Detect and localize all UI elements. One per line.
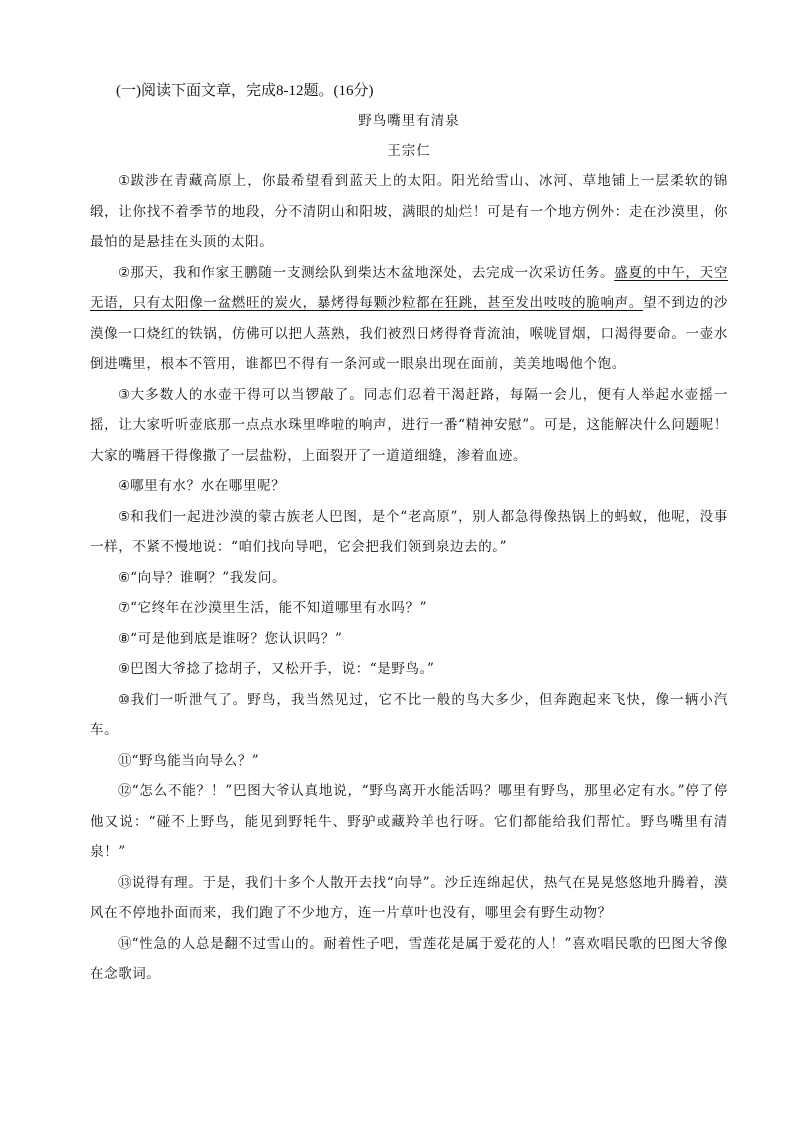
paragraph-text: “它终年在沙漠里生活，能不知道哪里有水吗？” bbox=[130, 600, 428, 616]
paragraph-number: ⑤ bbox=[118, 508, 131, 525]
section-heading: (一)阅读下面文章，完成8-12题。(16分) bbox=[116, 83, 374, 99]
article-title: 野鸟嘴里有清泉 bbox=[358, 113, 460, 129]
paragraph-9 bbox=[90, 654, 728, 685]
paragraph-2 bbox=[90, 258, 728, 380]
paragraph-text: “怎么不能？！”巴图大爷认真地说，“野鸟离开水能活吗？哪里有野鸟，那里必定有水。”停了停他又说：“碰不上野鸟，能见到野牦牛、野驴或藏羚羊也行呀。它们都能给我们帮忙。野鸟嘴里有清泉！” bbox=[90, 783, 728, 860]
paragraph-number: ① bbox=[118, 173, 131, 189]
paragraph-text: “野鸟能当向导么？” bbox=[131, 752, 260, 769]
paragraph-number: ⑦ bbox=[118, 600, 131, 616]
paragraph-number: ⑭ bbox=[118, 935, 132, 952]
paragraph-number: ⑧ bbox=[118, 630, 131, 647]
paragraph-4 bbox=[90, 471, 728, 502]
article-author: 王宗仁 bbox=[387, 143, 431, 159]
paragraph-text-continued: 望不到边的沙漠像一口烧红的铁锅，仿佛可以把人蒸熟，我们被烈日烤得脊背流油，喉咙冒烟，口渴得要命。一壶水倒进嘴里，根本不管用，谁都巴不得有一条河或一眼泉出现在面前，美美地喝他个饱。 bbox=[90, 295, 728, 372]
paragraph-text: 哪里有水？水在哪里呢？ bbox=[130, 478, 286, 494]
paragraph-text: “性急的人总是翻不过雪山的。耐着性子吧，雪莲花是属于爱花的人！”喜欢唱民歌的巴图大爷像在念歌词。 bbox=[90, 935, 729, 982]
paragraph-10 bbox=[90, 685, 728, 746]
paragraph-text: 跋涉在青藏高原上，你最希望看到蓝天上的太阳。阳光给雪山、冰河、草地铺上一层柔软的锦缎，让你找不着季节的地段，分不清阴山和阳坡，满眼的灿烂！可是有一个地方例外：走在沙漠里，你最怕的是悬挂在头顶的太阳。 bbox=[90, 173, 728, 250]
paragraph-number: ⑫ bbox=[118, 783, 132, 799]
paragraph-14 bbox=[90, 929, 728, 990]
paragraph-text: 和我们一起进沙漠的蒙古族老人巴图，是个“老高原”，别人都急得像热锅上的蚂蚁，他呢，没事一样，不紧不慢地说：“咱们找向导吧，它会把我们领到泉边去的。” bbox=[90, 508, 728, 555]
paragraph-number: ② bbox=[118, 264, 131, 281]
paragraph-number: ⑨ bbox=[118, 661, 131, 677]
paragraph-5 bbox=[90, 502, 728, 563]
paragraph-number: ⑬ bbox=[118, 874, 132, 891]
paragraph-text: “向导？谁啊？”我发问。 bbox=[130, 569, 287, 586]
document-page bbox=[90, 76, 728, 990]
paragraph-number: ③ bbox=[118, 386, 131, 403]
paragraph-text: “可是他到底是谁呀？您认识吗？” bbox=[130, 630, 343, 647]
paragraph-number: ④ bbox=[118, 478, 131, 494]
paragraph-6 bbox=[90, 563, 728, 594]
paragraph-number: ⑩ bbox=[118, 691, 131, 708]
paragraph-number: ⑪ bbox=[118, 752, 132, 769]
paragraph-text: 说得有理。于是，我们十多个人散开去找“向导”。沙丘连绵起伏，热气在晃晃悠悠地升腾着，漠风在不停地扑面而来，我们跑了不少地方，连一片草叶也没有，哪里会有野生动物？ bbox=[90, 874, 729, 921]
paragraph-11 bbox=[90, 746, 728, 777]
paragraph-8 bbox=[90, 624, 728, 655]
paragraph-text: 那天，我和作家王鹏随一支测绘队到柴达木盆地深处，去完成一次采访任务。 bbox=[130, 264, 615, 281]
paragraph-1 bbox=[90, 166, 728, 258]
paragraph-7 bbox=[90, 593, 728, 624]
underlined-sentence: 盛夏的中午，天空无语，只有太阳像一盆燃旺的炭火，暴烤得每颗沙粒都在狂跳，甚至发出吱吱的脆响声。 bbox=[90, 264, 728, 311]
paragraph-13 bbox=[90, 868, 728, 929]
paragraph-3 bbox=[90, 380, 728, 472]
paragraph-text: 我们一听泄气了。野鸟，我当然见过，它不比一般的鸟大多少，但奔跑起来飞快，像一辆小汽车。 bbox=[90, 691, 728, 738]
paragraph-text: 巴图大爷捻了捻胡子，又松开手，说：“是野鸟。” bbox=[130, 661, 435, 677]
paragraph-text: 大多数人的水壶干得可以当锣敲了。同志们忍着干渴赶路，每隔一会儿，便有人举起水壶摇一摇，让大家听听壶底那一点点水珠里哗啦的响声，进行一番“精神安慰”。可是，这能解决什么问题呢！大家的嘴唇干得像撒了一层盐粉，上面裂开了一道道细缝，渗着血迹。 bbox=[90, 386, 728, 464]
paragraph-number: ⑥ bbox=[118, 569, 131, 586]
paragraph-12 bbox=[90, 776, 728, 868]
